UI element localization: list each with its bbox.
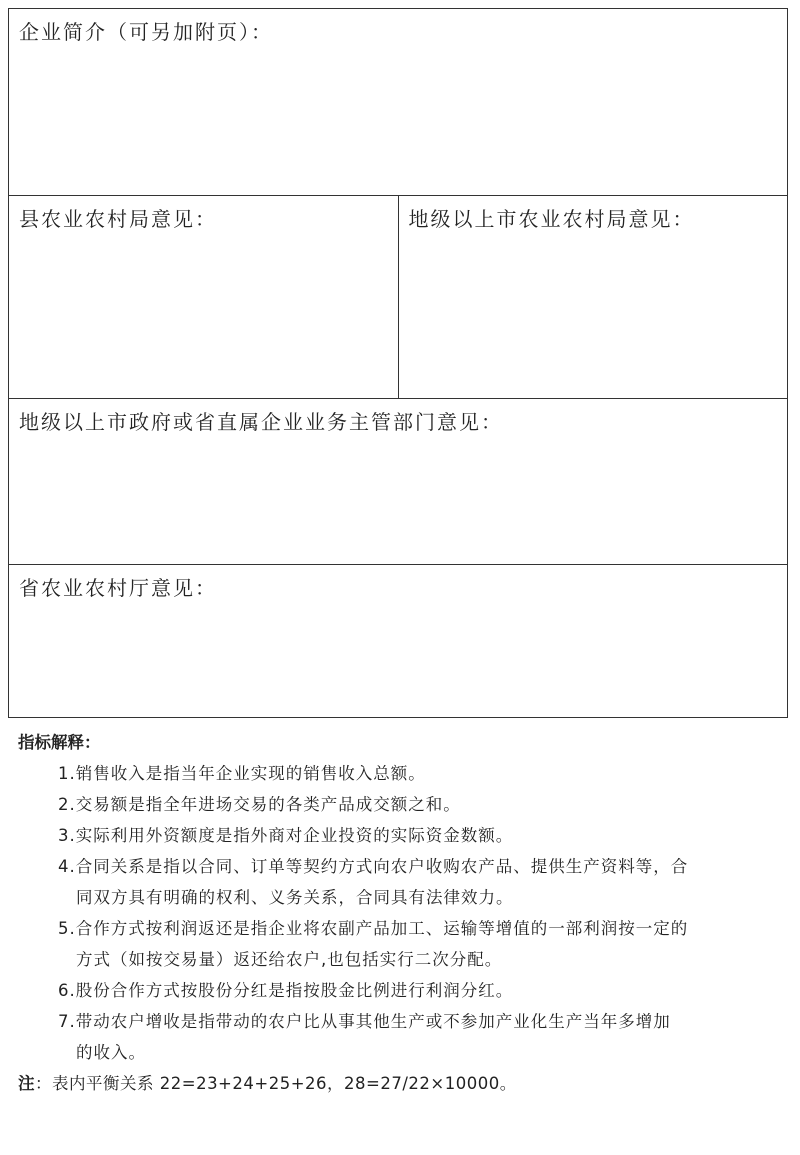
city-gov-opinion-cell[interactable] bbox=[9, 399, 788, 565]
note-item-5 bbox=[18, 913, 788, 975]
city-opinion-cell[interactable] bbox=[398, 196, 788, 399]
note-item-text: 1.销售收入是指当年企业实现的销售收入总额。 bbox=[58, 764, 426, 783]
note-item-text: 5.合作方式按利润返还是指企业将农副产品加工、运输等增值的一部利润按一定的 bbox=[58, 919, 689, 938]
note-item-continuation: 的收入。 bbox=[76, 1043, 146, 1062]
note-label: 注 bbox=[18, 1074, 35, 1093]
note-item-3 bbox=[18, 820, 788, 851]
company-intro-cell[interactable] bbox=[9, 9, 788, 196]
note-item-6 bbox=[18, 975, 788, 1006]
note-item-text: 4.合同关系是指以合同、订单等契约方式向农户收购农产品、提供生产资料等，合 bbox=[58, 857, 689, 876]
note-item-text: 3.实际利用外资额度是指外商对企业投资的实际资金数额。 bbox=[58, 826, 514, 845]
note-item-text: 6.股份合作方式按股份分红是指按股金比例进行利润分红。 bbox=[58, 981, 514, 1000]
county-opinion-cell[interactable] bbox=[9, 196, 399, 399]
city-gov-opinion-label: 地级以上市政府或省直属企业业务主管部门意见： bbox=[19, 410, 503, 434]
note-item-4 bbox=[18, 851, 788, 913]
company-intro-label: 企业简介（可另加附页）： bbox=[19, 20, 273, 44]
opinion-form-table bbox=[8, 8, 788, 718]
county-opinion-label: 县农业农村局意见： bbox=[19, 207, 217, 231]
note-item-text: 7.带动农户增收是指带动的农户比从事其他生产或不参加产业化生产当年多增加 bbox=[58, 1012, 671, 1031]
note-item-2 bbox=[18, 789, 788, 820]
note-item-text: 2.交易额是指全年进场交易的各类产品成交额之和。 bbox=[58, 795, 461, 814]
province-opinion-cell[interactable] bbox=[9, 565, 788, 718]
city-gov-opinion-row bbox=[9, 399, 788, 565]
note-item-continuation: 同双方具有明确的权利、义务关系，合同具有法律效力。 bbox=[76, 888, 514, 907]
province-opinion-label: 省农业农村厅意见： bbox=[19, 576, 217, 600]
notes-title: 指标解释： bbox=[18, 733, 101, 752]
note-item-7 bbox=[18, 1006, 788, 1068]
balance-note bbox=[18, 1068, 788, 1099]
note-item-1 bbox=[18, 758, 788, 789]
indicator-notes bbox=[18, 727, 788, 1099]
intro-row bbox=[9, 9, 788, 196]
bureau-opinion-row bbox=[9, 196, 788, 399]
note-item-continuation: 方式（如按交易量）返还给农户,也包括实行二次分配。 bbox=[76, 950, 503, 969]
city-opinion-label: 地级以上市农业农村局意见： bbox=[408, 207, 695, 231]
note-text: ：表内平衡关系 22=23+24+25+26，28=27/22×10000。 bbox=[35, 1074, 517, 1093]
province-opinion-row bbox=[9, 565, 788, 718]
